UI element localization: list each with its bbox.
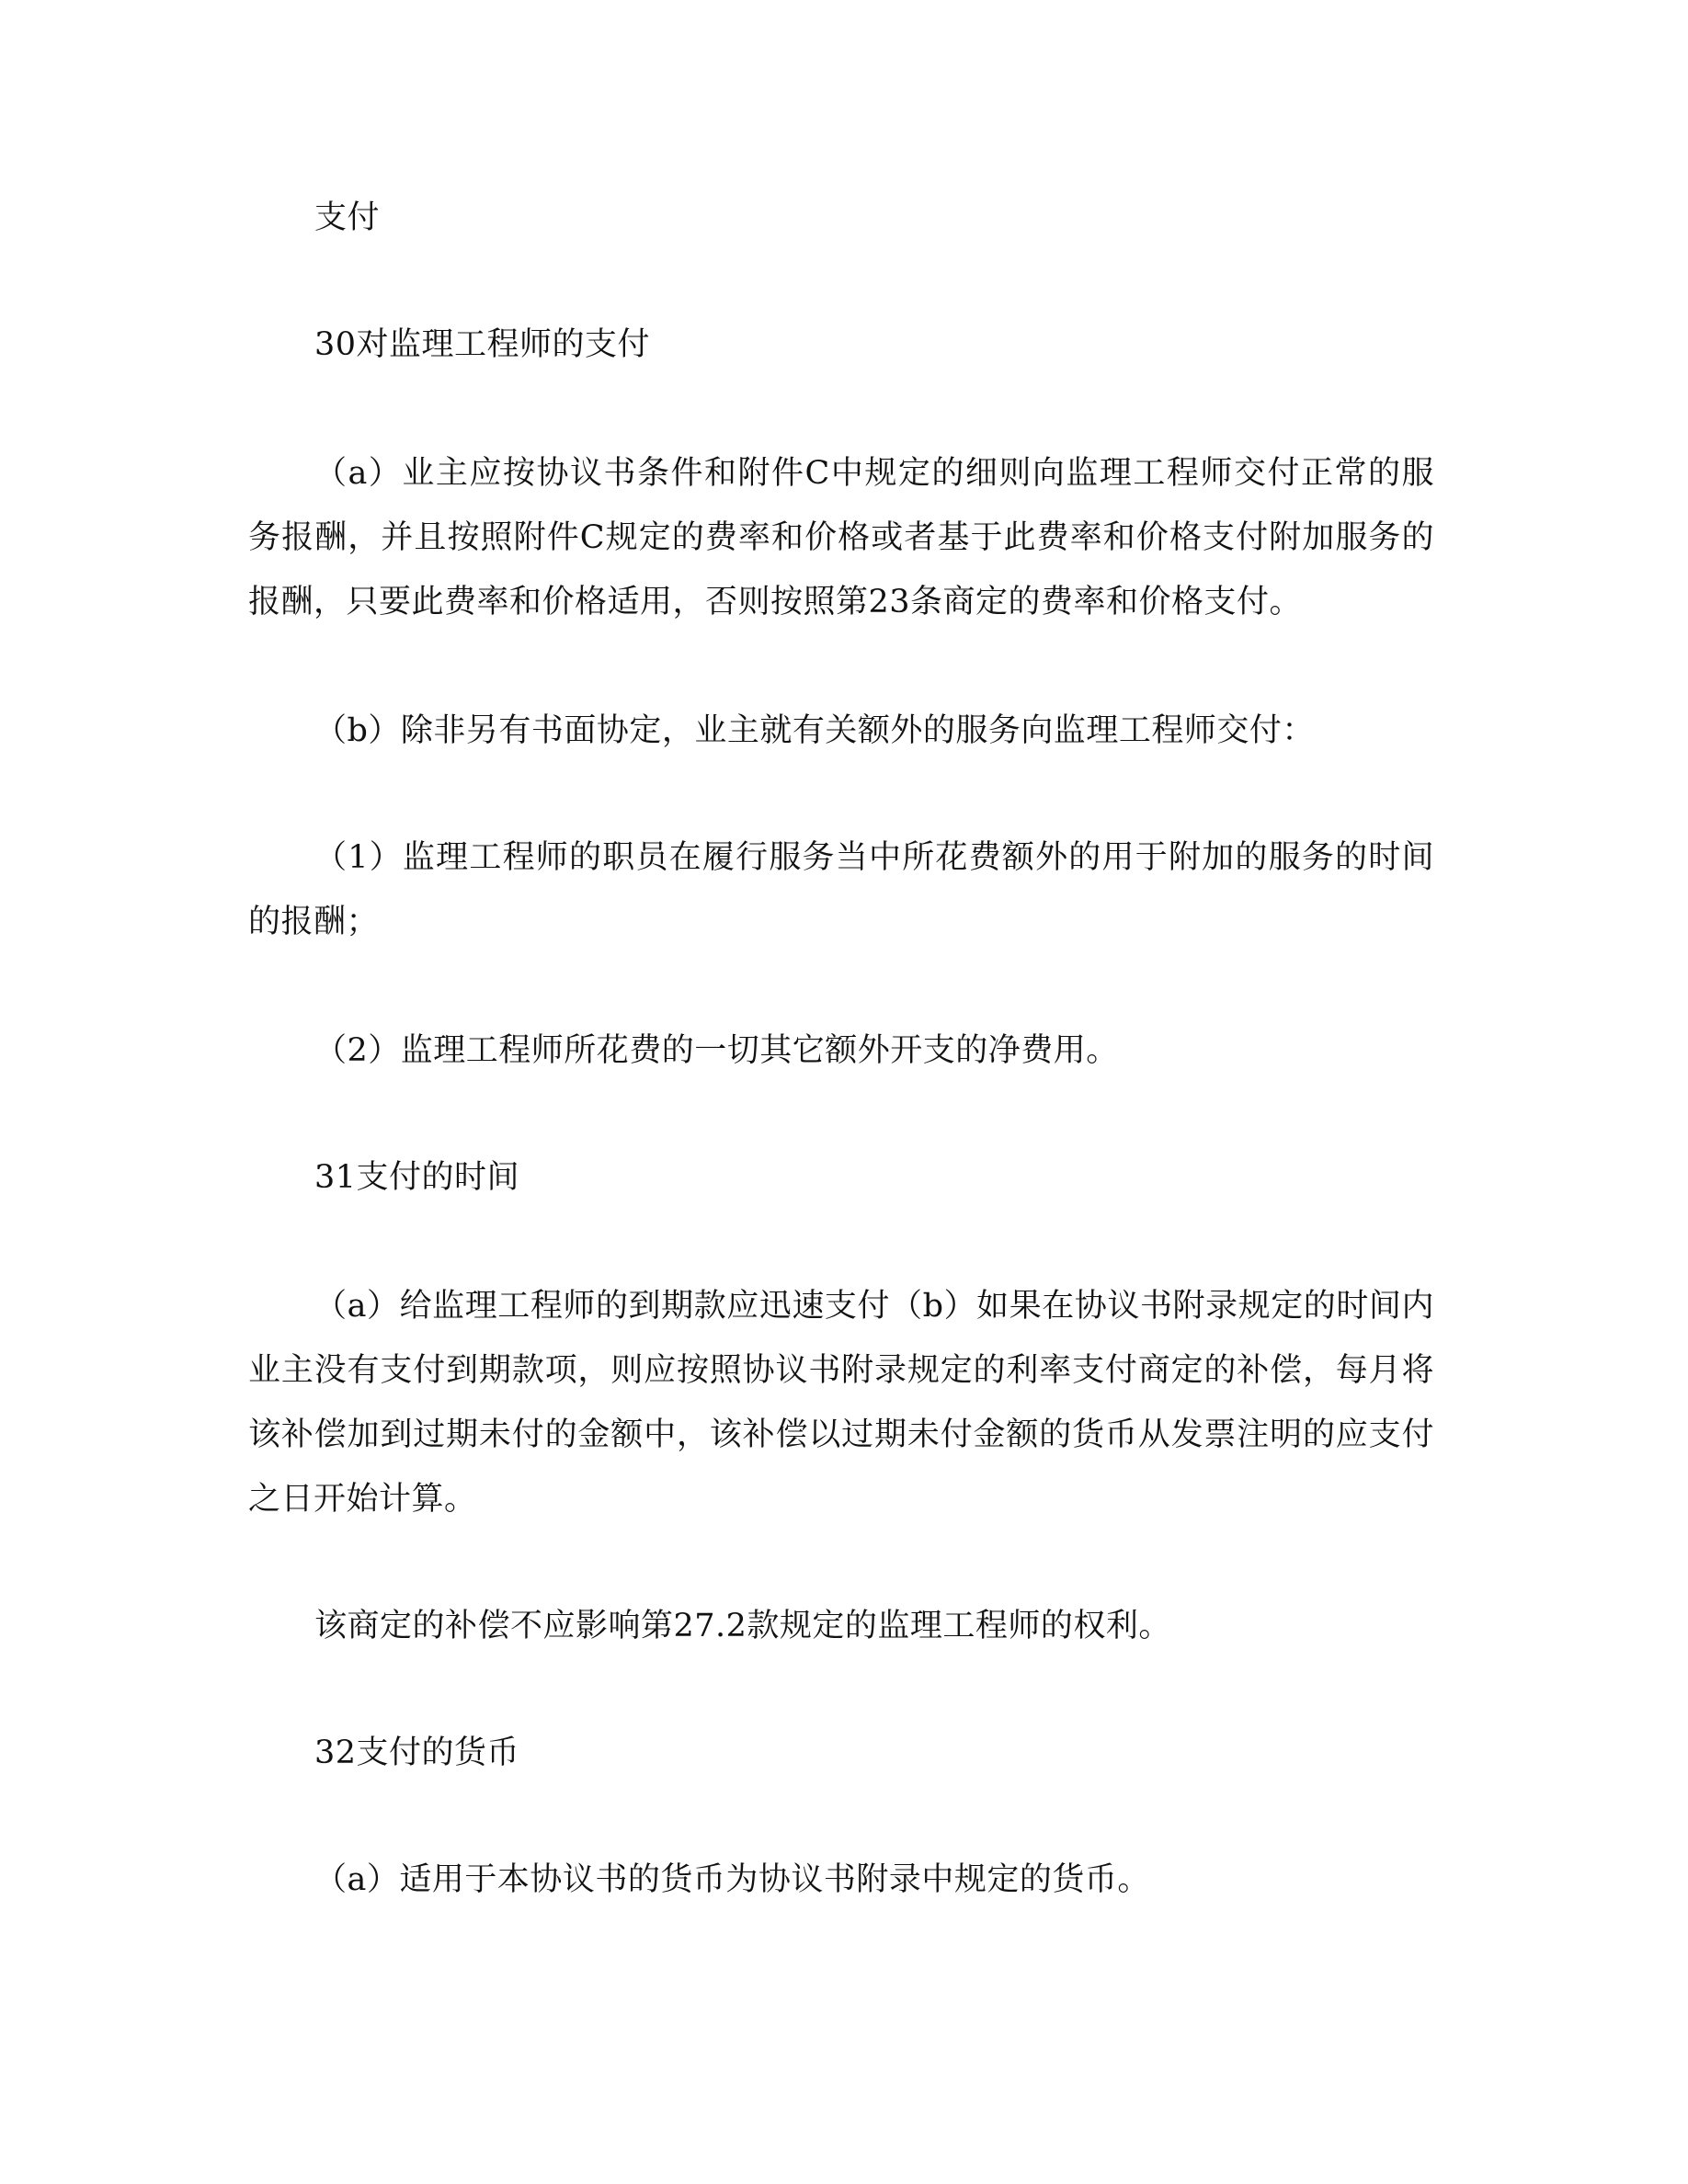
clause-30b-paragraph: （b）除非另有书面协定，业主就有关额外的服务向监理工程师交付： [314, 712, 1315, 749]
clause-30b-item-2: （2）监理工程师所花费的一切其它额外开支的净费用。 [314, 1032, 1119, 1069]
clause-32-heading: 32支付的货币 [314, 1735, 520, 1771]
section-heading-payment: 支付 [314, 199, 381, 236]
clause-31a-31b-paragraph: （a）给监理工程师的到期款应迅速支付（b）如果在协议书附录规定的时间内业主没有支付到期款项，则应按照协议书附录规定的利率支付商定的补偿，每月将该补偿加到过期未付的金额中，该补偿以过期未付金额的货币从发票注明的应支付之日开始计算。 [248, 1288, 1434, 1518]
clause-30b-item-1: （1）监理工程师的职员在履行服务当中所花费额外的用于附加的服务的时间的报酬； [248, 839, 1434, 940]
clause-32a-paragraph: （a）适用于本协议书的货币为协议书附录中规定的货币。 [314, 1861, 1150, 1898]
clause-31-heading: 31支付的时间 [314, 1159, 520, 1196]
clause-31-note-paragraph: 该商定的补偿不应影响第27.2款规定的监理工程师的权利。 [314, 1608, 1171, 1644]
clause-30-heading: 30对监理工程师的支付 [314, 326, 651, 363]
clause-30a-paragraph: （a）业主应按协议书条件和附件C中规定的细则向监理工程师交付正常的服务报酬，并且按照附件C规定的费率和价格或者基于此费率和价格支付附加服务的报酬，只要此费率和价格适用，否则按照第23条商定的费率和价格支付。 [248, 455, 1434, 620]
